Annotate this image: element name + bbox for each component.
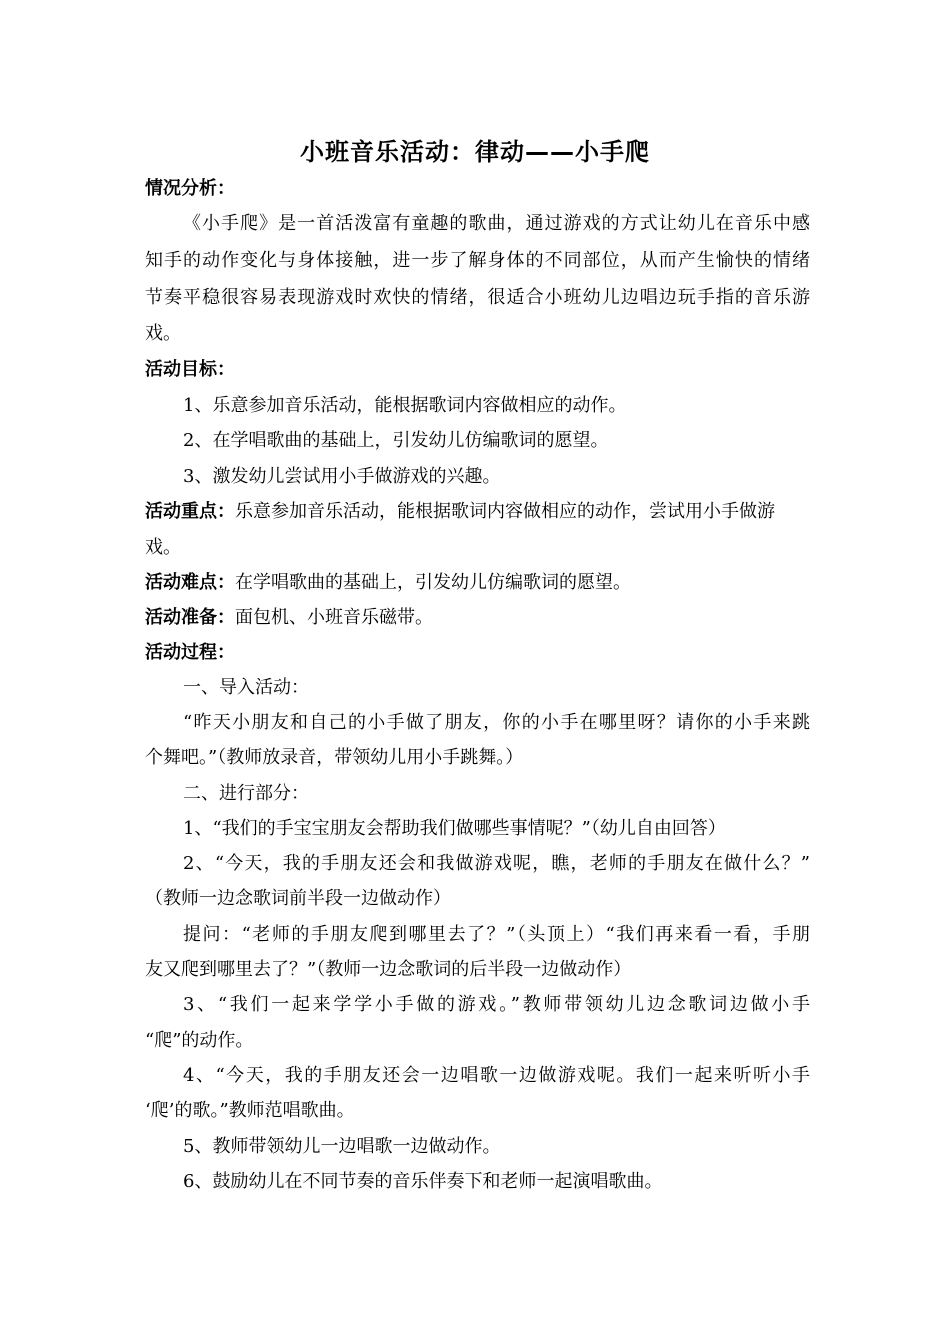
part2-title: 二、进行部分： [183,783,309,804]
question-line: 友又爬到哪里去了？”（教师一边念歌词的后半段一边做动作） [145,959,632,980]
difficulty [145,571,810,595]
goals-heading: 活动目标： [145,359,235,380]
preparation-text: 面包机、小班音乐磁带。 [235,607,433,628]
process-heading: 活动过程： [145,642,235,663]
step-2-line: 2、“今天，我的手朋友还会和我做游戏呢，瞧，老师的手朋友在做什么？” [183,853,810,874]
step-4-line: 4、“今天，我的手朋友还会一边唱歌一边做游戏呢。我们一起来听听小手 [183,1065,810,1086]
step-5: 5、教师带领幼儿一边唱歌一边做动作。 [183,1136,501,1157]
step-6: 6、鼓励幼儿在不同节奏的音乐伴奏下和老师一起演唱歌曲。 [183,1171,663,1192]
step-2-line: （教师一边念歌词前半段一边做动作） [145,888,451,909]
analysis-line: 节奏平稳很容易表现游戏时欢快的情绪，很适合小班幼儿边唱边玩手指的音乐游 [145,287,810,308]
difficulty-text: 在学唱歌曲的基础上，引发幼儿仿编歌词的愿望。 [235,572,631,593]
step-4-line: ‘爬’的歌。”教师范唱歌曲。 [145,1100,355,1121]
preparation [145,606,810,630]
step-1: 1、“我们的手宝宝朋友会帮助我们做哪些事情呢？”（幼儿自由回答） [183,818,726,839]
key-point-label: 活动重点： [145,501,235,522]
goal-item: 3、激发幼儿尝试用小手做游戏的兴趣。 [183,466,501,487]
difficulty-label: 活动难点： [145,572,235,593]
document-title: 小班音乐活动：律动——小手爬 [300,138,650,166]
step-3-line: “爬”的动作。 [145,1030,254,1051]
part1-line: “昨天小朋友和自己的小手做了朋友，你的小手在哪里呀？请你的小手来跳 [183,712,810,733]
key-point [145,500,810,524]
analysis-line: 知手的动作变化与身体接触，进一步了解身体的不同部位，从而产生愉快的情绪 [145,250,810,271]
analysis-line: 《小手爬》是一首活泼富有童趣的歌曲，通过游戏的方式让幼儿在音乐中感 [183,213,810,234]
key-point-text: 乐意参加音乐活动，能根据歌词内容做相应的动作，尝试用小手做游 [235,501,775,522]
goal-item: 2、在学唱歌曲的基础上，引发幼儿仿编歌词的愿望。 [183,430,609,451]
analysis-heading: 情况分析： [145,178,235,199]
preparation-label: 活动准备： [145,607,235,628]
question-line: 提问：“老师的手朋友爬到哪里去了？”（头顶上）“我们再来看一看，手朋 [183,924,810,945]
key-point-continued: 戏。 [145,537,181,558]
part1-line: 个舞吧。”（教师放录音，带领幼儿用小手跳舞。） [145,747,524,768]
step-3-line: 3、“我们一起来学学小手做的游戏。”教师带领幼儿边念歌词边做小手 [183,994,810,1015]
analysis-line: 戏。 [145,323,181,344]
goal-item: 1、乐意参加音乐活动，能根据歌词内容做相应的动作。 [183,395,627,416]
part1-title: 一、导入活动： [183,677,309,698]
